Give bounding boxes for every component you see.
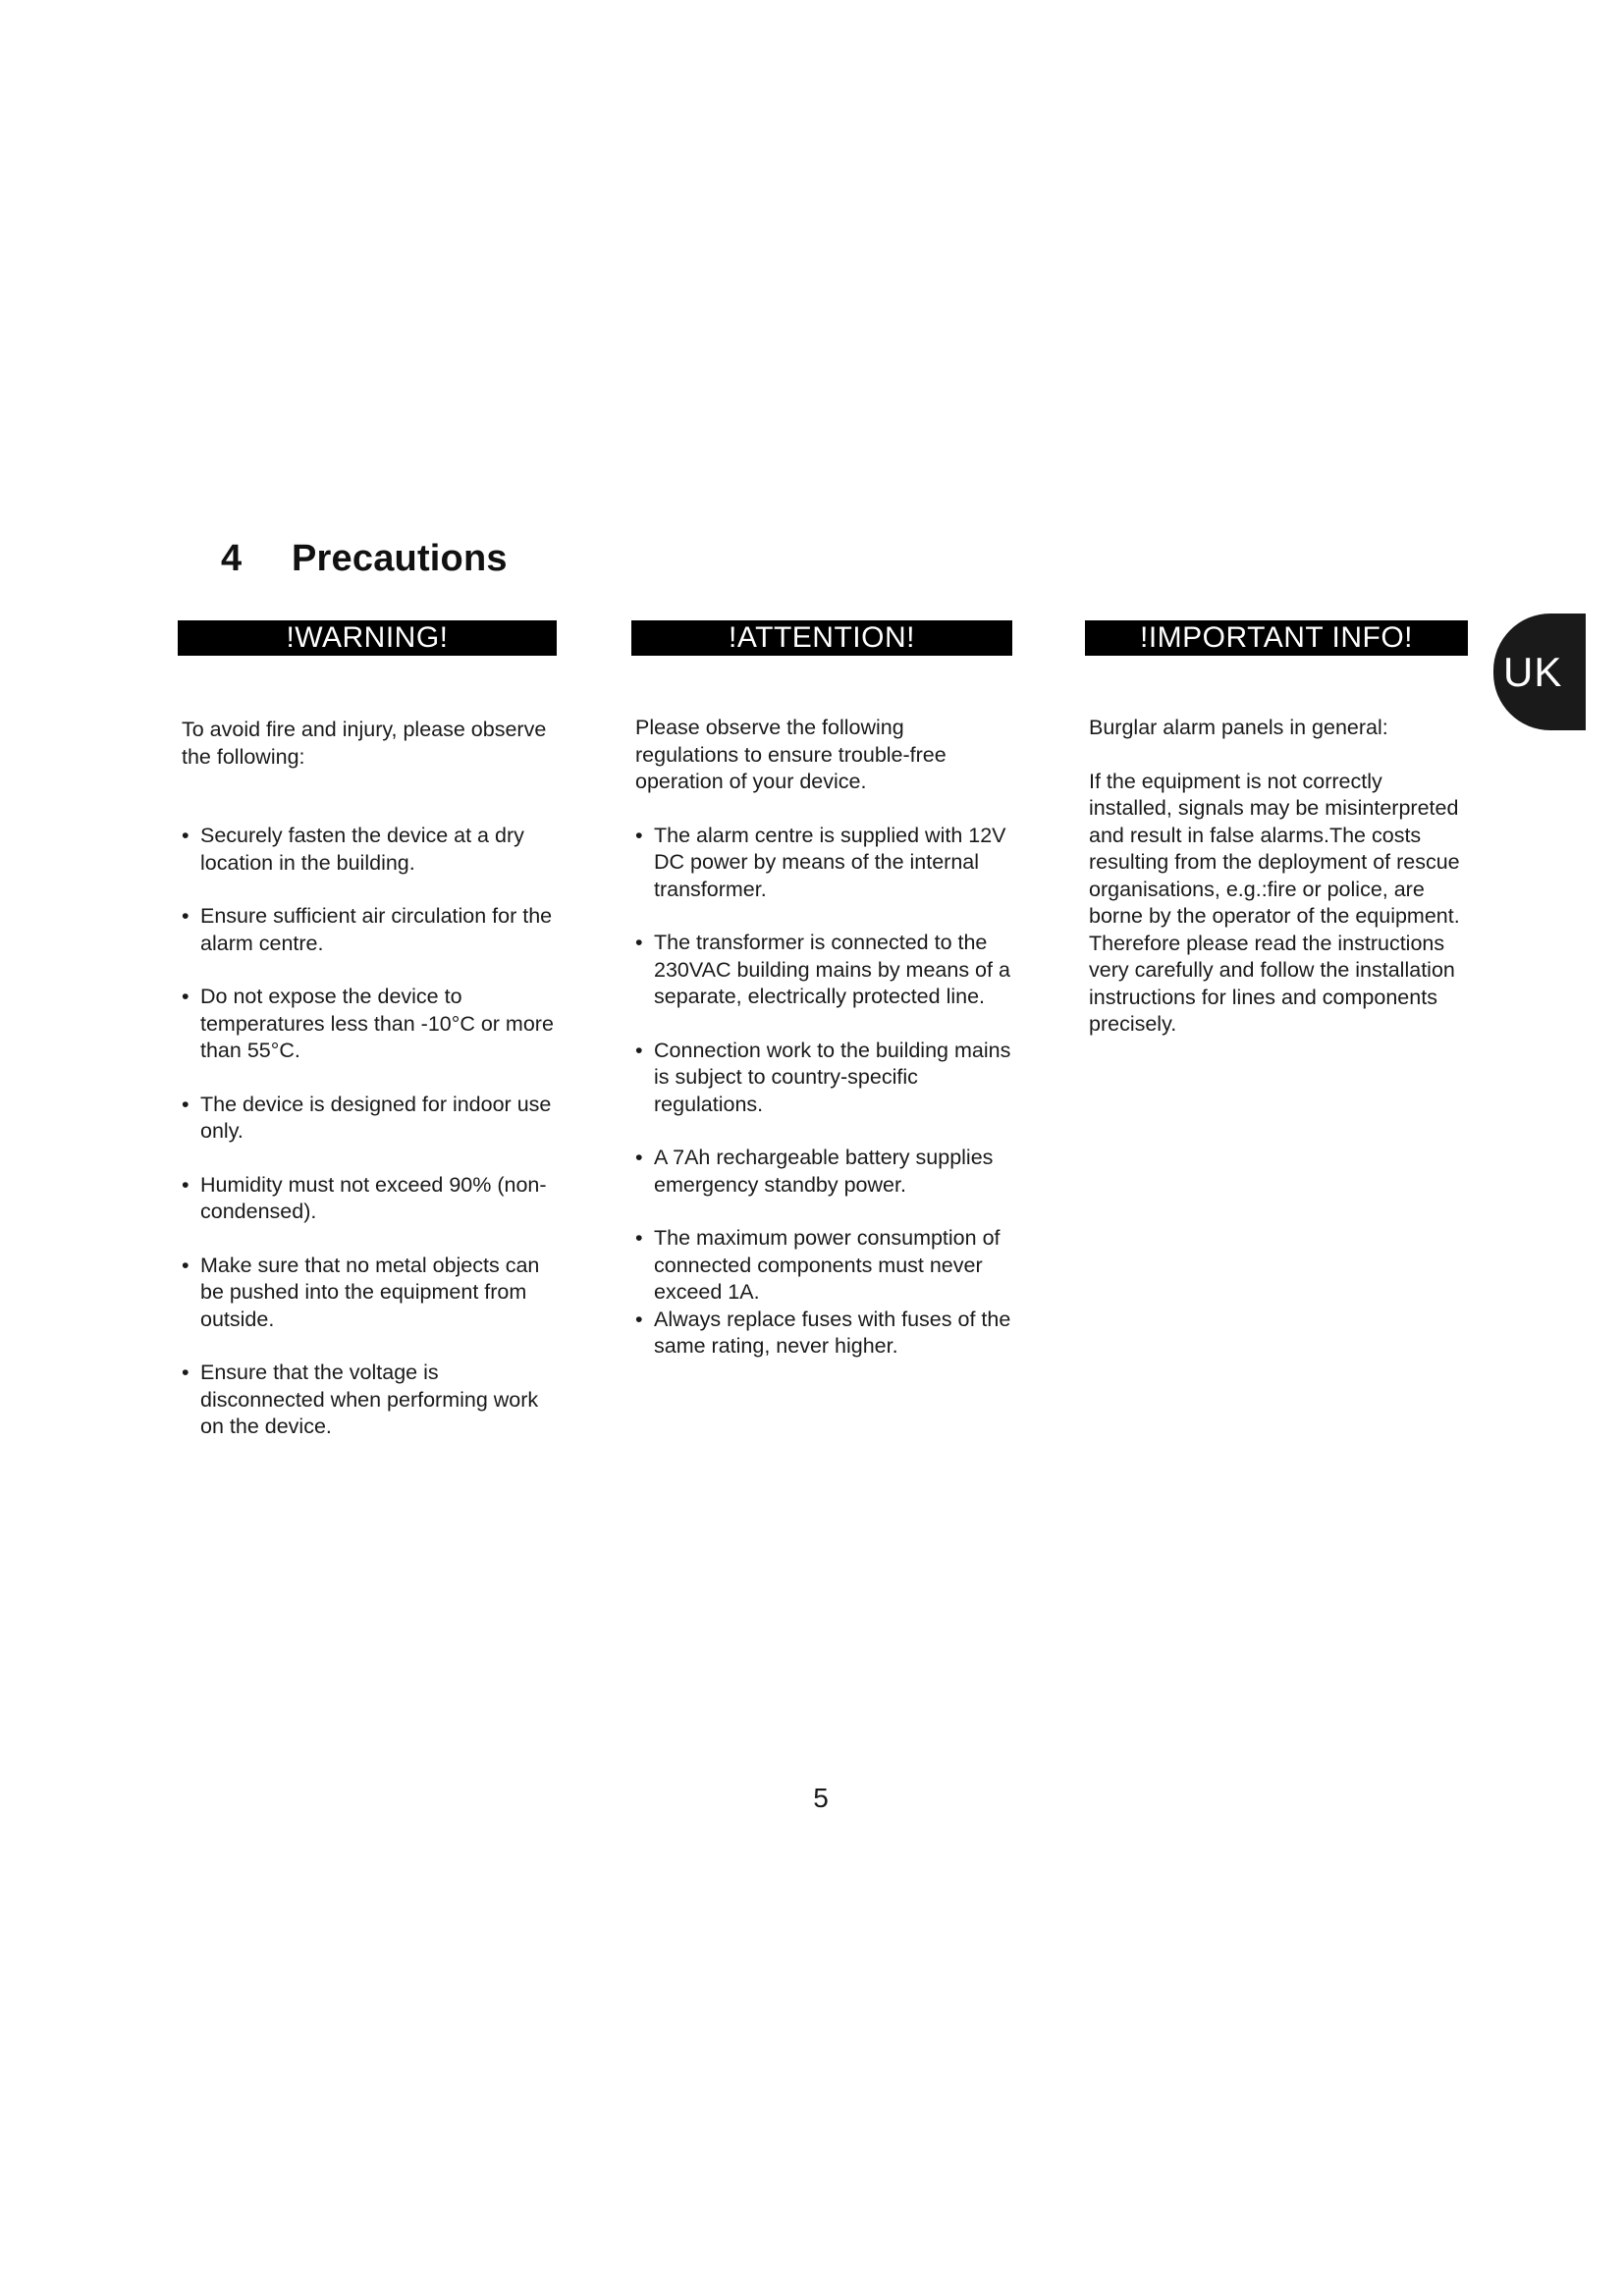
list-item: • The maximum power consumption of connected components must never exceed 1A. (635, 1226, 1001, 1304)
attention-list (631, 823, 1012, 1361)
list-item: • Make sure that no metal objects can be pushed into the equipment from outside. (182, 1253, 540, 1331)
bullet-icon: • (635, 823, 643, 847)
attention-banner: !ATTENTION! (631, 620, 1012, 656)
list-item: • Ensure that the voltage is disconnected when performing work on the device. (182, 1361, 539, 1438)
bullet-icon: • (635, 1307, 643, 1331)
attention-column (631, 620, 1012, 1387)
section-title: Precautions (292, 538, 508, 579)
list-item: • The alarm centre is supplied with 12V DC power by means of the internal transformer. (635, 823, 1006, 901)
warning-intro: To avoid fire and injury, please observe the following: (182, 718, 547, 769)
warning-column (178, 620, 557, 1468)
bullet-icon: • (182, 824, 189, 847)
bullet-icon: • (182, 904, 189, 928)
bullet-icon: • (182, 1092, 189, 1116)
important-info-intro: Burglar alarm panels in general: (1089, 716, 1388, 739)
bullet-icon: • (182, 1253, 189, 1277)
bullet-icon: • (635, 1226, 643, 1250)
list-item: • The device is designed for indoor use only. (182, 1092, 552, 1143)
list-item: • Securely fasten the device at a dry location in the building. (182, 824, 524, 875)
important-info-column (1085, 620, 1468, 1039)
bullet-icon: • (182, 1172, 189, 1197)
list-item: • Ensure sufficient air circulation for the alarm centre. (182, 904, 553, 955)
list-item: • Humidity must not exceed 90% (non-condensed). (182, 1172, 547, 1223)
warning-banner: !WARNING! (178, 620, 557, 656)
bullet-icon: • (635, 931, 643, 954)
important-info-banner: !IMPORTANT INFO! (1085, 620, 1468, 656)
bullet-icon: • (635, 1146, 643, 1169)
bullet-icon: • (182, 1361, 189, 1384)
bullet-icon: • (182, 985, 189, 1008)
warning-list (178, 823, 557, 1441)
list-item: • Always replace fuses with fuses of the same rating, never higher. (635, 1307, 1011, 1358)
list-item: • Do not expose the device to temperatures less than -10°C or more than 55°C. (182, 985, 554, 1062)
section-heading (221, 538, 508, 580)
section-number: 4 (221, 538, 243, 579)
list-item: • The transformer is connected to the 230VAC building mains by means of a separate, electrically protected line. (635, 931, 1010, 1008)
list-item: • A 7Ah rechargeable battery supplies emergency standby power. (635, 1146, 994, 1197)
language-tab-uk: UK (1493, 614, 1586, 730)
page-number: 5 (813, 1783, 829, 1813)
attention-intro: Please observe the following regulations to ensure trouble-free operation of your device. (635, 716, 947, 793)
bullet-icon: • (635, 1038, 643, 1062)
important-info-body: If the equipment is not correctly installed, signals may be misinterpreted and result in false alarms.The costs resulting from the deployment of rescue organisations, e.g.:fire or police, are borne by the operator of the equipment. Therefore please read the instructions very carefully and follow the installation instructions for lines and components precisely. (1089, 769, 1460, 1036)
list-item: • Connection work to the building mains is subject to country-specific regulations. (635, 1038, 1011, 1116)
